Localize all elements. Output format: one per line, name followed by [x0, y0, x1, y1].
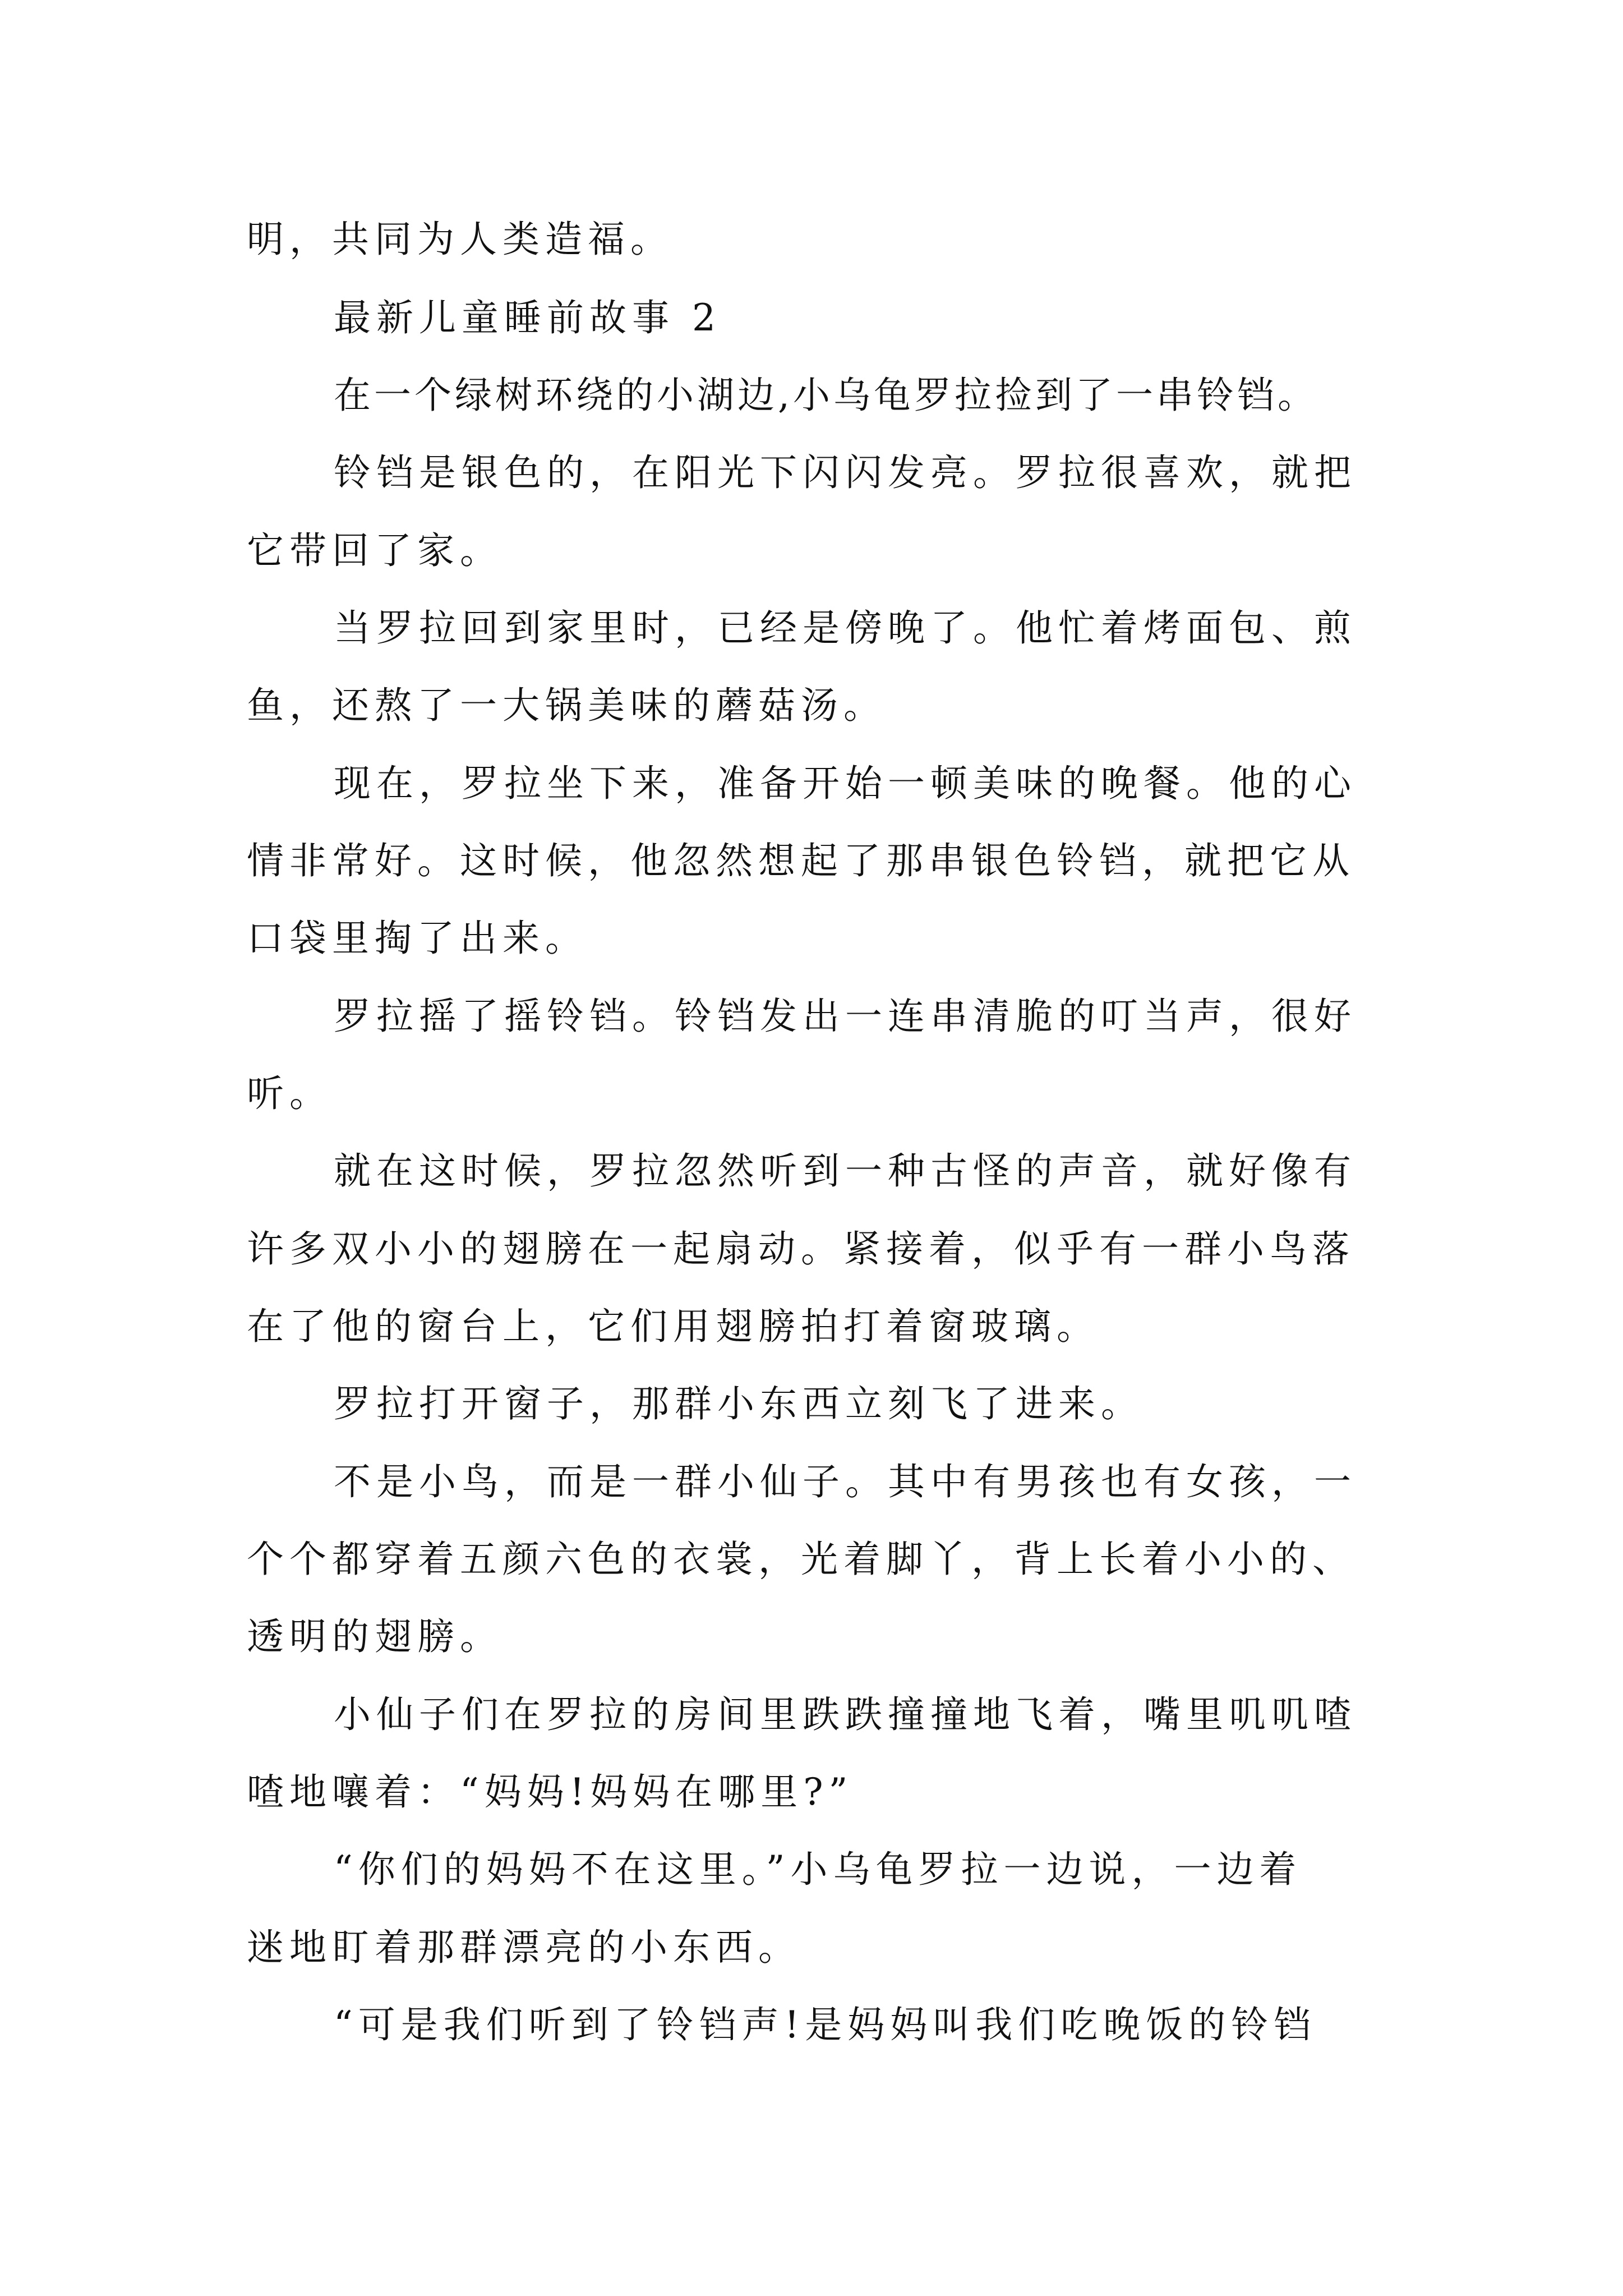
text-line: 个个都穿着五颜六色的衣裳，光着脚丫，背上长着小小的、 [247, 1538, 1355, 1581]
text-line: 在了他的窗台上，它们用翅膀拍打着窗玻璃。 [247, 1305, 1099, 1348]
text-line: 小仙子们在罗拉的房间里跌跌撞撞地飞着，嘴里叽叽喳 [334, 1693, 1357, 1736]
text-line: 罗拉打开窗子，那群小东西立刻飞了进来。 [334, 1382, 1144, 1425]
text-line: 就在这时候，罗拉忽然听到一种古怪的声音，就好像有 [334, 1149, 1357, 1193]
text-line: “你们的妈妈不在这里。”小乌龟罗拉一边说，一边着 [334, 1848, 1302, 1891]
text-line: 在一个绿树环绕的小湖边,小乌龟罗拉捡到了一串铃铛。 [334, 374, 1318, 417]
text-line: 口袋里掏了出来。 [247, 917, 588, 960]
text-line: 铃铛是银色的，在阳光下闪闪发亮。罗拉很喜欢，就把 [334, 451, 1357, 494]
text-line: 喳地嚷着：“妈妈!妈妈在哪里?” [247, 1770, 854, 1814]
text-line: 罗拉摇了摇铃铛。铃铛发出一连串清脆的叮当声，很好 [334, 995, 1357, 1038]
text-line: 不是小鸟，而是一群小仙子。其中有男孩也有女孩，一 [334, 1460, 1357, 1503]
text-line: 现在，罗拉坐下来，准备开始一顿美味的晚餐。他的心 [334, 762, 1357, 805]
text-line: 听。 [247, 1072, 332, 1115]
text-line: 情非常好。这时候，他忽然想起了那串银色铃铛，就把它从 [247, 839, 1355, 882]
text-line: 迷地盯着那群漂亮的小东西。 [247, 1926, 801, 1969]
section-heading: 最新儿童睡前故事 2 [334, 296, 721, 339]
text-line: 明，共同为人类造福。 [247, 218, 673, 261]
text-line: 许多双小小的翅膀在一起扇动。紧接着，似乎有一群小鸟落 [247, 1227, 1355, 1271]
text-line: 当罗拉回到家里时，已经是傍晚了。他忙着烤面包、煎 [334, 606, 1357, 650]
text-line: “可是我们听到了铃铛声!是妈妈叫我们吃晚饭的铃铛 [334, 2003, 1317, 2046]
text-line: 透明的翅膀。 [247, 1615, 502, 1658]
text-line: 它带回了家。 [247, 529, 502, 572]
text-line: 鱼，还熬了一大锅美味的蘑菇汤。 [247, 684, 886, 727]
